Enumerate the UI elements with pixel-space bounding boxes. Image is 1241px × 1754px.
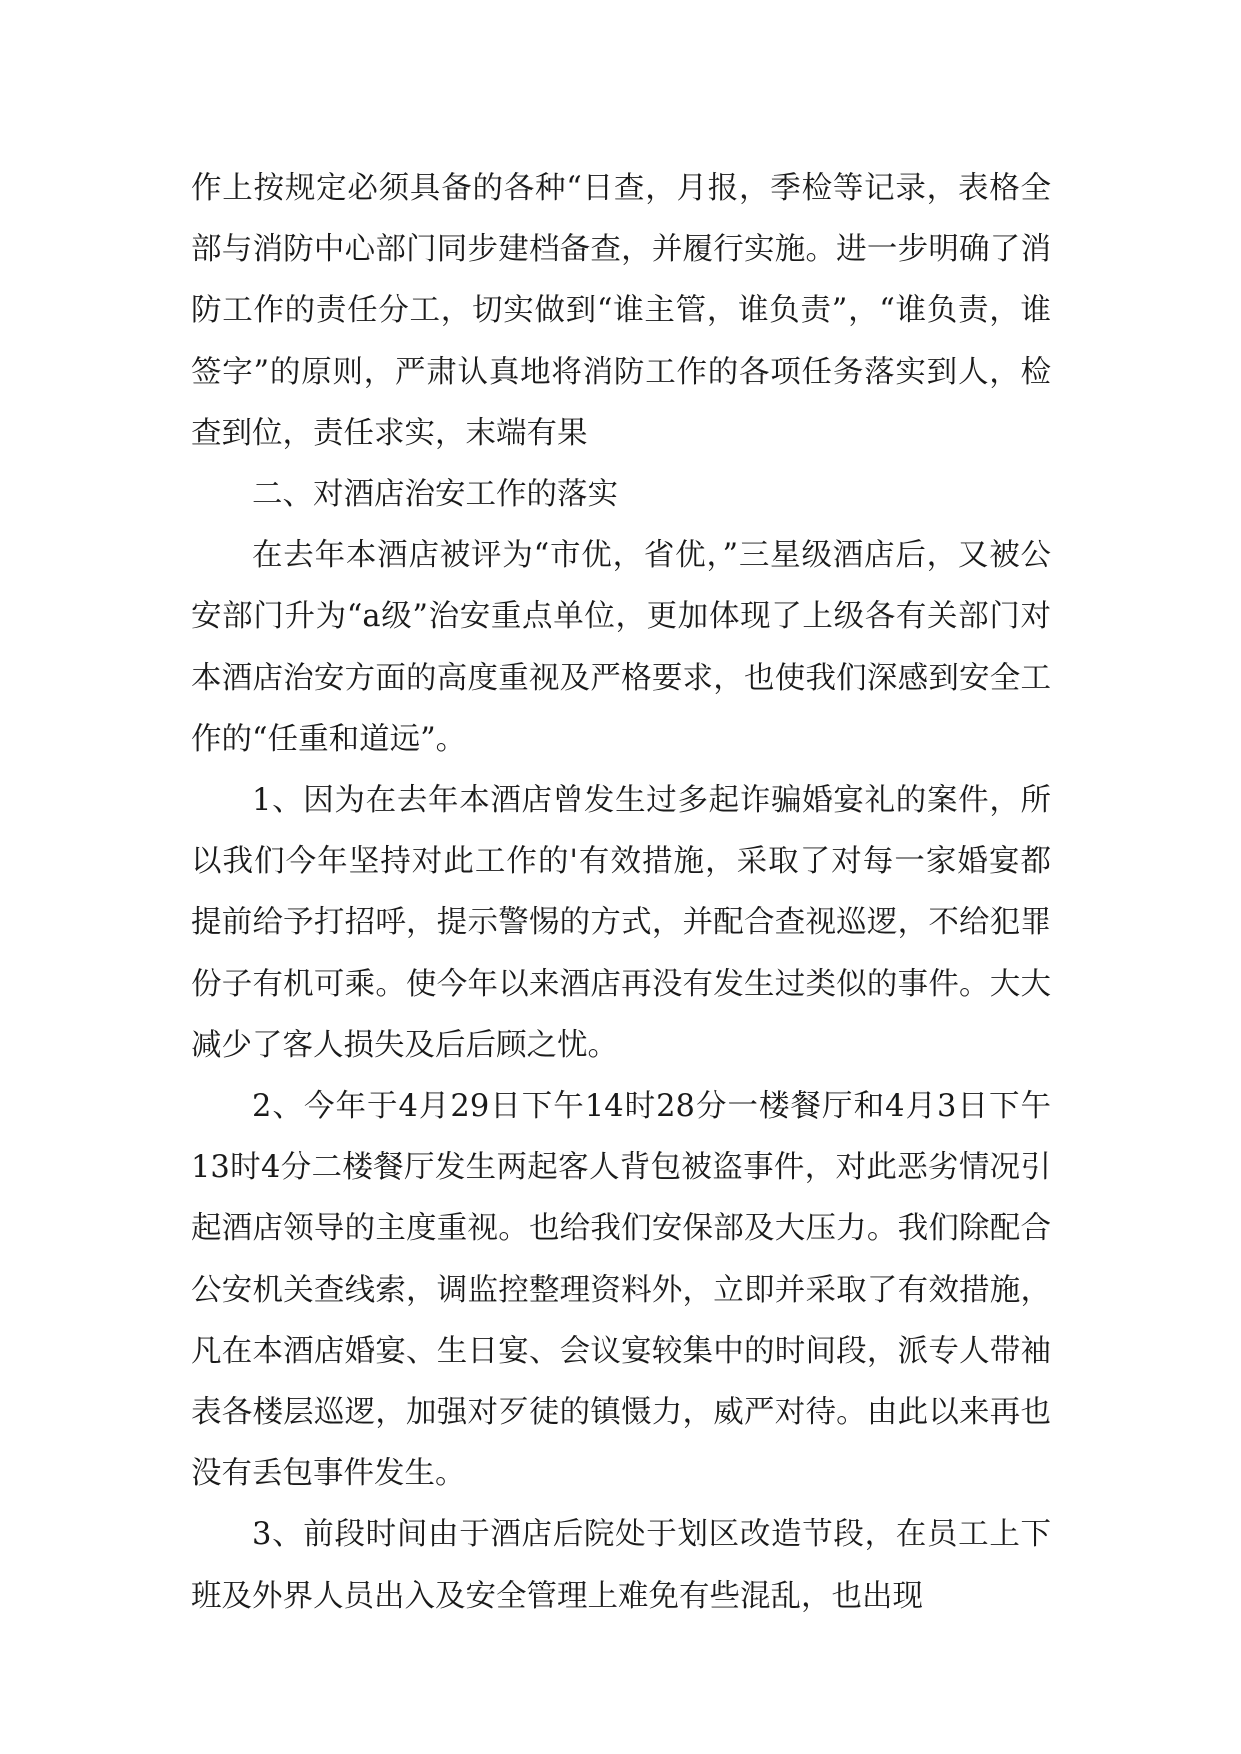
paragraph-fire-safety-duties: 作上按规定必须具备的各种“日查，月报，季检等记录，表格全部与消防中心部门同步建档备查，并履行实施。进一步明确了消防工作的责任分工，切实做到“谁主管，谁负责”，“谁负责，谁签字”的原则，严肃认真地将消防工作的各项任务落实到人，检查到位，责任求实，末端有果 (191, 171, 1051, 451)
paragraph-item-2-theft-incidents: 2、今年于4月29日下午14时28分一楼餐厅和4月3日下午13时4分二楼餐厅发生两起客人背包被盗事件，对此恶劣情况引起酒店领导的主度重视。也给我们安保部及大压力。我们除配合公安机关查线索，调监控整理资料外，立即并采取了有效措施，凡在本酒店婚宴、生日宴、会议宴较集中的时间段，派专人带袖表各楼层巡逻，加强对歹徒的镇慑力，威严对待。由此以来再也没有丢包事件发生。 (191, 1089, 1051, 1492)
paragraph-hotel-rating: 在去年本酒店被评为“市优，省优，”三星级酒店后，又被公安部门升为“a级”治安重点单位，更加体现了上级各有关部门对本酒店治安方面的高度重视及严格要求，也使我们深感到安全工作的“任重和道远”。 (191, 538, 1051, 757)
document-body (191, 158, 1051, 1627)
paragraph-item-1-wedding-fraud: 1、因为在去年本酒店曾发生过多起诈骗婚宴礼的案件，所以我们今年坚持对此工作的'有效措施，采取了对每一家婚宴都提前给予打招呼，提示警惕的方式，并配合查视巡逻，不给犯罪份子有机可乘。使今年以来酒店再没有发生过类似的事件。大大减少了客人损失及后后顾之忧。 (191, 783, 1051, 1063)
paragraph-item-3-renovation: 3、前段时间由于酒店后院处于划区改造节段，在员工上下班及外界人员出入及安全管理上难免有些混乱，也出现 (191, 1517, 1051, 1614)
section-heading-security-work: 二、对酒店治安工作的落实 (252, 477, 618, 513)
